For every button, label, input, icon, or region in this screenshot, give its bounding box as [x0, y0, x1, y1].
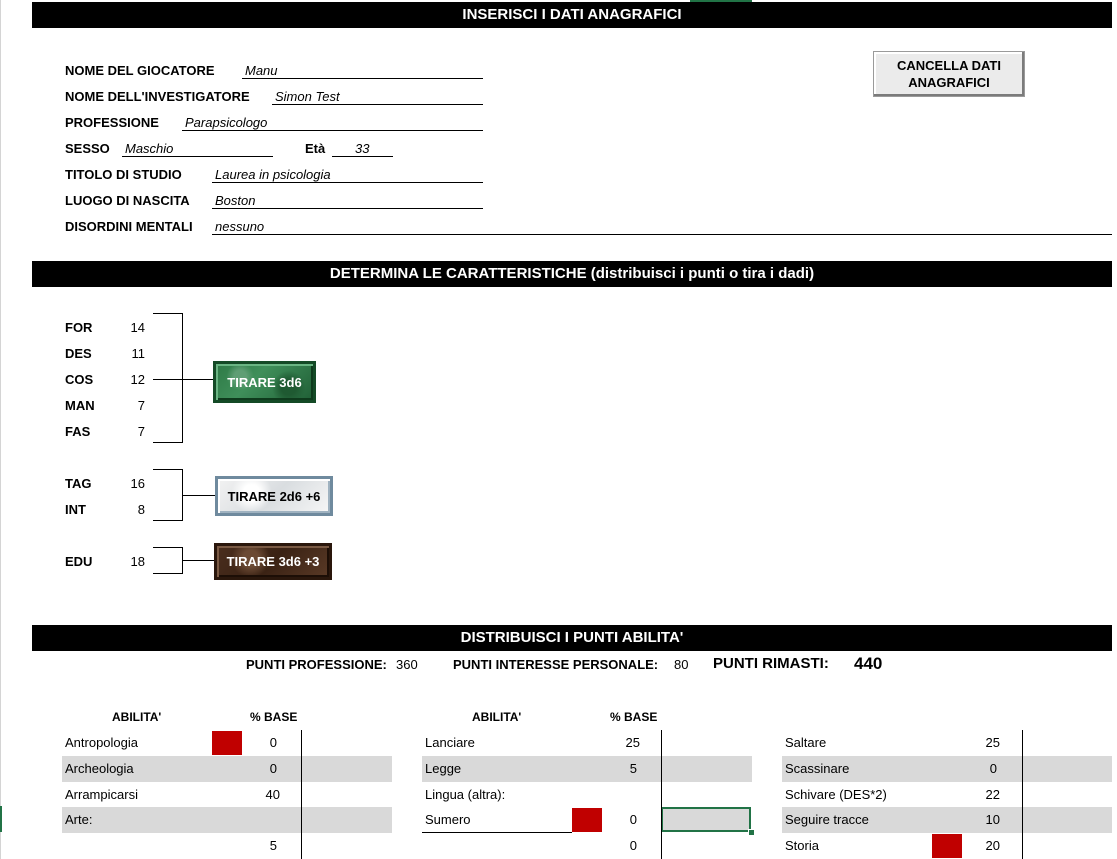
bracket-line — [182, 313, 183, 443]
underline — [212, 234, 1112, 235]
skill-name: Storia — [785, 838, 819, 853]
skill-name: Arte: — [65, 812, 93, 827]
label-luogo-nascita: LUOGO DI NASCITA — [65, 193, 190, 208]
roll-3d6-plus3-button[interactable] — [214, 543, 332, 580]
skill-name: Scassinare — [785, 761, 850, 776]
punti-professione-label: PUNTI PROFESSIONE: — [246, 657, 387, 672]
skill-name: Schivare (DES*2) — [785, 787, 887, 802]
stat-name-fas: FAS — [65, 424, 91, 439]
stat-name-int: INT — [65, 502, 86, 517]
skill-base: 0 — [629, 838, 637, 853]
skill-name: Arrampicarsi — [65, 787, 138, 802]
underline — [272, 104, 483, 105]
stat-value-des[interactable]: 11 — [131, 346, 145, 361]
skill-row[interactable] — [62, 833, 392, 859]
stat-value-man[interactable]: 7 — [137, 398, 145, 413]
label-eta: Età — [305, 141, 326, 156]
sheet-left-edge — [0, 0, 1, 859]
stat-value-cos[interactable]: 12 — [130, 372, 145, 387]
label-professione: PROFESSIONE — [65, 115, 159, 130]
active-row-indicator — [0, 806, 2, 832]
bracket-line — [153, 573, 183, 574]
label-sesso: SESSO — [65, 141, 110, 156]
label-titolo-studio: TITOLO DI STUDIO — [65, 167, 182, 182]
skill-base: 25 — [985, 735, 1000, 750]
skill-base: 0 — [989, 761, 997, 776]
skill-name: Archeologia — [65, 761, 134, 776]
underline — [242, 78, 483, 79]
stat-value-fas[interactable]: 7 — [137, 424, 145, 439]
stat-value-edu[interactable]: 18 — [130, 554, 145, 569]
bracket-line — [153, 469, 183, 470]
stat-value-for[interactable]: 14 — [130, 320, 145, 335]
underline — [122, 156, 273, 157]
field-nome-investigatore[interactable]: Simon Test — [275, 89, 340, 104]
skill-row[interactable] — [62, 807, 392, 833]
skill-base: 10 — [985, 812, 1000, 827]
skill-name: Sumero — [425, 812, 471, 827]
field-sesso[interactable]: Maschio — [125, 141, 174, 156]
skill-marker — [212, 731, 242, 755]
skill-base: 5 — [629, 761, 637, 776]
skill-base: 0 — [269, 735, 277, 750]
bracket-line — [182, 560, 214, 561]
stat-name-man: MAN — [65, 398, 95, 413]
skill-row[interactable] — [782, 756, 1112, 782]
skill-row[interactable] — [62, 756, 392, 782]
skill-base: 22 — [985, 787, 1000, 802]
field-nome-giocatore[interactable]: Manu — [245, 63, 278, 78]
skill-name: Lanciare — [425, 735, 475, 750]
punti-interesse-value: 80 — [674, 657, 689, 672]
underline — [212, 208, 483, 209]
stat-value-tag[interactable]: 16 — [130, 476, 145, 491]
skill-name: Lingua (altra): — [425, 787, 506, 802]
column-divider — [301, 730, 302, 859]
field-eta[interactable]: 33 — [355, 141, 370, 156]
stat-name-for: FOR — [65, 320, 93, 335]
skill-marker — [572, 808, 602, 832]
skill-base: 0 — [629, 812, 637, 827]
skill-row[interactable] — [782, 730, 1112, 756]
bracket-line — [153, 379, 213, 380]
skill-name: Legge — [425, 761, 462, 776]
field-professione[interactable]: Parapsicologo — [185, 115, 268, 130]
skill-marker — [932, 834, 962, 858]
roll-3d6-plus3-label: TIRARE 3d6 +3 — [226, 554, 320, 569]
underline — [182, 130, 483, 131]
punti-rimasti-label: PUNTI RIMASTI: — [713, 655, 829, 672]
underline — [332, 156, 393, 157]
bracket-line — [153, 313, 183, 314]
stat-name-tag: TAG — [65, 476, 92, 491]
col-header-base: % BASE — [250, 710, 298, 724]
underline — [212, 182, 483, 183]
skill-row[interactable] — [782, 833, 1112, 859]
skill-base: 20 — [985, 838, 1000, 853]
bracket-line — [182, 495, 215, 496]
punti-professione-value: 360 — [396, 657, 418, 672]
selected-cell[interactable] — [661, 807, 751, 832]
stat-name-cos: COS — [65, 372, 94, 387]
roll-3d6-button[interactable] — [213, 361, 316, 403]
field-disordini[interactable]: nessuno — [215, 219, 265, 234]
stat-name-des: DES — [65, 346, 92, 361]
field-titolo-studio[interactable]: Laurea in psicologia — [215, 167, 331, 182]
section-header-abilita: DISTRIBUISCI I PUNTI ABILITA' — [32, 625, 1112, 651]
skill-row[interactable] — [422, 730, 752, 756]
skill-row[interactable] — [782, 782, 1112, 808]
skill-row[interactable] — [62, 782, 392, 808]
skill-name: Saltare — [785, 735, 827, 750]
skill-base: 0 — [269, 761, 277, 776]
col-header-abilita: ABILITA' — [112, 710, 162, 724]
skill-row[interactable] — [422, 833, 752, 859]
roll-2d6-plus6-button[interactable] — [215, 476, 333, 516]
skill-row[interactable] — [62, 730, 392, 756]
section-header-anagrafica: INSERISCI I DATI ANAGRAFICI — [32, 2, 1112, 28]
column-divider — [1022, 730, 1023, 859]
label-disordini: DISORDINI MENTALI — [65, 219, 193, 234]
stat-value-int[interactable]: 8 — [137, 502, 145, 517]
punti-interesse-label: PUNTI INTERESSE PERSONALE: — [453, 657, 659, 672]
skill-base: 40 — [265, 787, 280, 802]
column-divider — [661, 730, 662, 859]
bracket-line — [153, 520, 183, 521]
skill-base: 5 — [269, 838, 277, 853]
roll-2d6-label: TIRARE 2d6 +6 — [227, 488, 321, 504]
cancella-dati-label: CANCELLA DATI ANAGRAFICI — [897, 58, 1001, 90]
roll-3d6-label: TIRARE 3d6 — [227, 374, 302, 390]
punti-rimasti-value: 440 — [854, 654, 883, 673]
stat-name-edu: EDU — [65, 554, 93, 569]
label-nome-giocatore: NOME DEL GIOCATORE — [65, 63, 215, 78]
skill-row[interactable] — [422, 782, 752, 808]
skill-base: 25 — [625, 735, 640, 750]
bracket-line — [153, 547, 183, 548]
skill-name: Antropologia — [65, 735, 138, 750]
field-luogo-nascita[interactable]: Boston — [215, 193, 256, 208]
skill-row[interactable] — [422, 756, 752, 782]
skill-name: Seguire tracce — [785, 812, 869, 827]
bracket-line — [153, 442, 183, 443]
skill-row[interactable] — [782, 807, 1112, 833]
section-header-caratteristiche: DETERMINA LE CARATTERISTICHE (distribuisci i punti o tira i dadi) — [32, 261, 1112, 287]
col-header-base: % BASE — [610, 710, 658, 724]
col-header-abilita: ABILITA' — [472, 710, 522, 724]
cancella-dati-button[interactable] — [873, 51, 1025, 97]
label-nome-investigatore: NOME DELL'INVESTIGATORE — [65, 89, 250, 104]
